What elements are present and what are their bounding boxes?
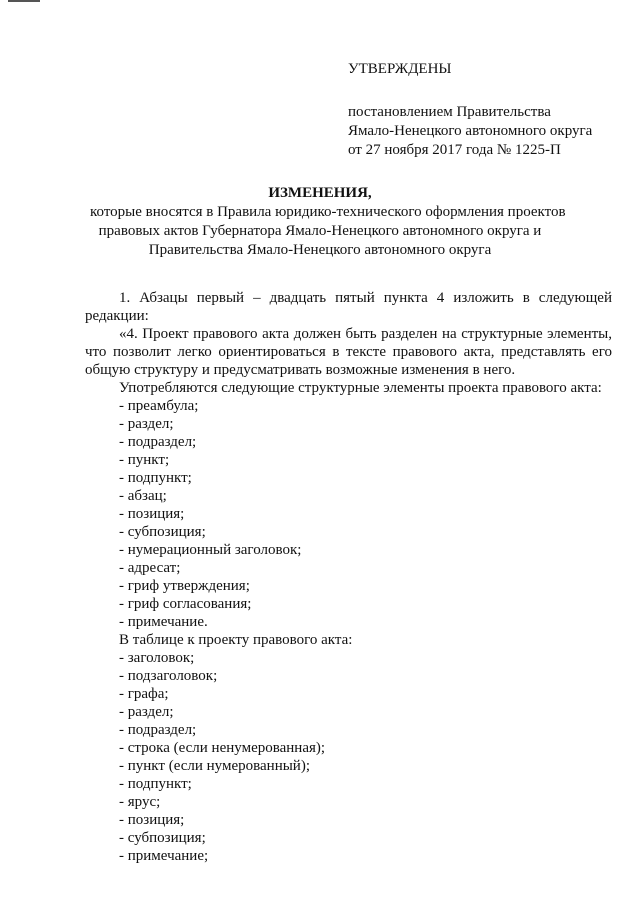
list-item: - подраздел; — [119, 434, 197, 450]
document-subtitle-line: которые вносятся в Правила юридико-технического оформления проектов — [90, 204, 566, 220]
document-body — [85, 289, 612, 865]
list-item: - подпункт; — [119, 470, 192, 486]
list-item: - раздел; — [119, 416, 174, 432]
list-item: - подзаголовок; — [119, 668, 218, 684]
paragraph-clause-4: «4. Проект правового акта должен быть разделен на структурные элементы, что позволит легко ориентироваться в тексте правового акта, представлять его общую структуру и предусматривать возможные изменения в него. — [85, 326, 612, 378]
list-item: - адресат; — [119, 560, 181, 576]
document-subtitle-line: правовых актов Губернатора Ямало-Ненецкого автономного округа и — [98, 223, 542, 239]
list-item: - подраздел; — [119, 722, 197, 738]
list-item: - нумерационный заголовок; — [119, 542, 302, 558]
list-item: - преамбула; — [119, 398, 199, 414]
list-item: - примечание; — [119, 848, 209, 864]
document-heading — [90, 184, 566, 260]
list-item: - субпозиция; — [119, 524, 206, 540]
list-item: - подпункт; — [119, 776, 192, 792]
list-item: - заголовок; — [119, 650, 195, 666]
list-item: - позиция; — [119, 812, 185, 828]
list-item: - позиция; — [119, 506, 185, 522]
list-item: - пункт; — [119, 452, 170, 468]
list-item: - гриф согласования; — [119, 596, 252, 612]
list-item: - строка (если ненумерованная); — [119, 740, 326, 756]
document-subtitle-line: Правительства Ямало-Ненецкого автономного округа — [148, 242, 492, 258]
approval-block — [348, 60, 628, 160]
approval-title: УТВЕРЖДЕНЫ — [348, 61, 452, 77]
list-item: - субпозиция; — [119, 830, 206, 846]
list-item: - ярус; — [119, 794, 161, 810]
approval-line: Ямало-Ненецкого автономного округа — [348, 123, 593, 139]
approval-line: постановлением Правительства — [348, 104, 551, 120]
list-item: - гриф утверждения; — [119, 578, 250, 594]
list-item: - пункт (если нумерованный); — [119, 758, 310, 774]
list-item: - раздел; — [119, 704, 174, 720]
list-intro: В таблице к проекту правового акта: — [119, 632, 353, 648]
page-corner-mark — [8, 0, 40, 2]
document-title: ИЗМЕНЕНИЯ, — [268, 185, 372, 201]
list-intro: Употребляются следующие структурные элементы проекта правового акта: — [119, 380, 602, 396]
list-item: - примечание. — [119, 614, 208, 630]
list-item: - графа; — [119, 686, 169, 702]
approval-line: от 27 ноября 2017 года № 1225-П — [348, 142, 561, 158]
list-item: - абзац; — [119, 488, 167, 504]
paragraph-amendment: 1. Абзацы первый – двадцать пятый пункта 4 изложить в следующей редакции: — [85, 290, 612, 324]
